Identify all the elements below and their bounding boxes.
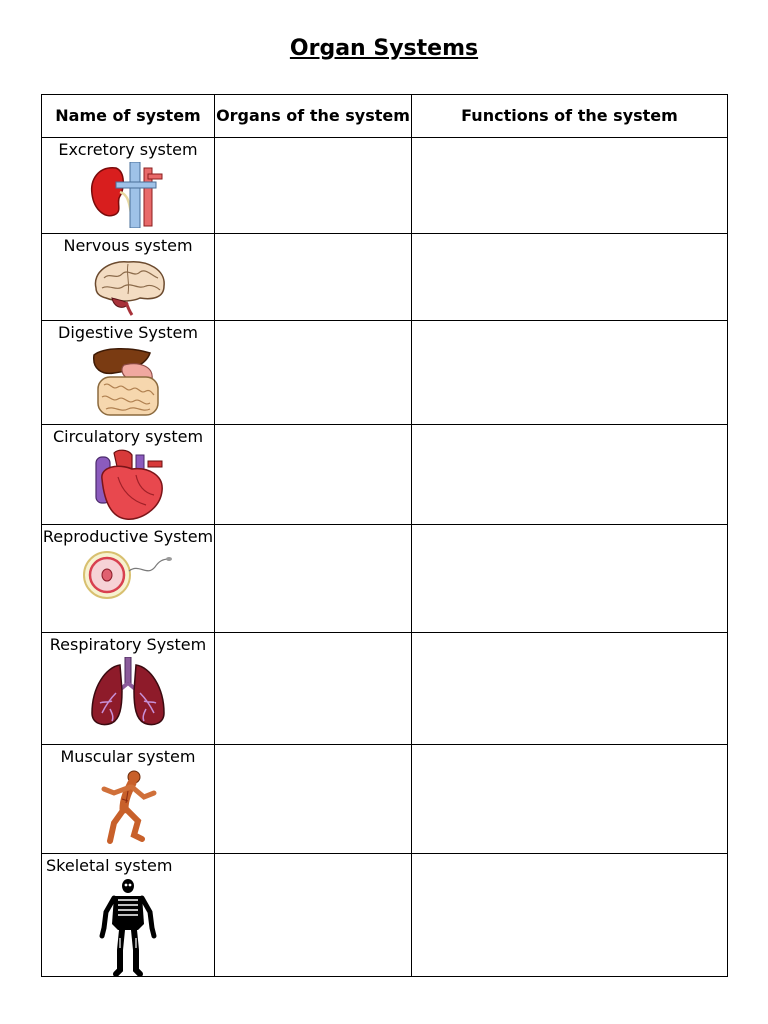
table-row: [42, 853, 728, 976]
kidney-icon: [86, 162, 170, 228]
system-cell: [42, 525, 215, 632]
organs-cell[interactable]: [215, 234, 412, 321]
organs-cell[interactable]: [215, 525, 412, 632]
header-row: [42, 95, 728, 138]
functions-cell[interactable]: [412, 853, 728, 976]
header-functions-of-system: Functions of the system: [412, 95, 728, 138]
functions-cell[interactable]: [412, 321, 728, 425]
organs-cell[interactable]: [215, 425, 412, 525]
functions-cell[interactable]: [412, 234, 728, 321]
system-name: Nervous system: [63, 236, 193, 256]
lungs-icon: [88, 657, 168, 727]
system-cell: [42, 234, 215, 321]
table-row: [42, 525, 728, 632]
header-organs-of-system: Organs of the system: [215, 95, 412, 138]
system-name: Skeletal system: [46, 855, 173, 875]
system-cell: [42, 425, 215, 525]
functions-cell[interactable]: [412, 525, 728, 632]
table-row: [42, 744, 728, 853]
system-name: Muscular system: [60, 746, 196, 766]
table-row: [42, 138, 728, 234]
brain-icon: [88, 258, 168, 316]
organs-cell[interactable]: [215, 321, 412, 425]
table-row: [42, 321, 728, 425]
system-cell: [42, 138, 215, 234]
system-name: Respiratory System: [49, 634, 207, 654]
system-cell: [42, 744, 215, 853]
system-name: Circulatory system: [52, 427, 204, 447]
organ-systems-table: [41, 94, 728, 977]
digestive-organs-icon: [90, 345, 166, 419]
organs-cell[interactable]: [215, 853, 412, 976]
system-name: Excretory system: [58, 140, 198, 160]
organs-cell[interactable]: [215, 632, 412, 744]
running-muscle-figure-icon: [98, 769, 158, 849]
functions-cell[interactable]: [412, 744, 728, 853]
system-cell: [42, 853, 215, 976]
table-row: [42, 425, 728, 525]
system-name: Reproductive System: [42, 527, 214, 547]
table-row: [42, 632, 728, 744]
functions-cell[interactable]: [412, 425, 728, 525]
organs-cell[interactable]: [215, 744, 412, 853]
heart-icon: [88, 449, 168, 523]
functions-cell[interactable]: [412, 138, 728, 234]
skeleton-icon: [98, 878, 158, 976]
table-row: [42, 234, 728, 321]
header-name-of-system: Name of system: [42, 95, 215, 138]
functions-cell[interactable]: [412, 632, 728, 744]
system-name: Digestive System: [58, 323, 198, 343]
system-cell: [42, 632, 215, 744]
egg-cell-icon: [83, 549, 173, 601]
page-title: Organ Systems: [289, 36, 479, 61]
system-cell: [42, 321, 215, 425]
organs-cell[interactable]: [215, 138, 412, 234]
